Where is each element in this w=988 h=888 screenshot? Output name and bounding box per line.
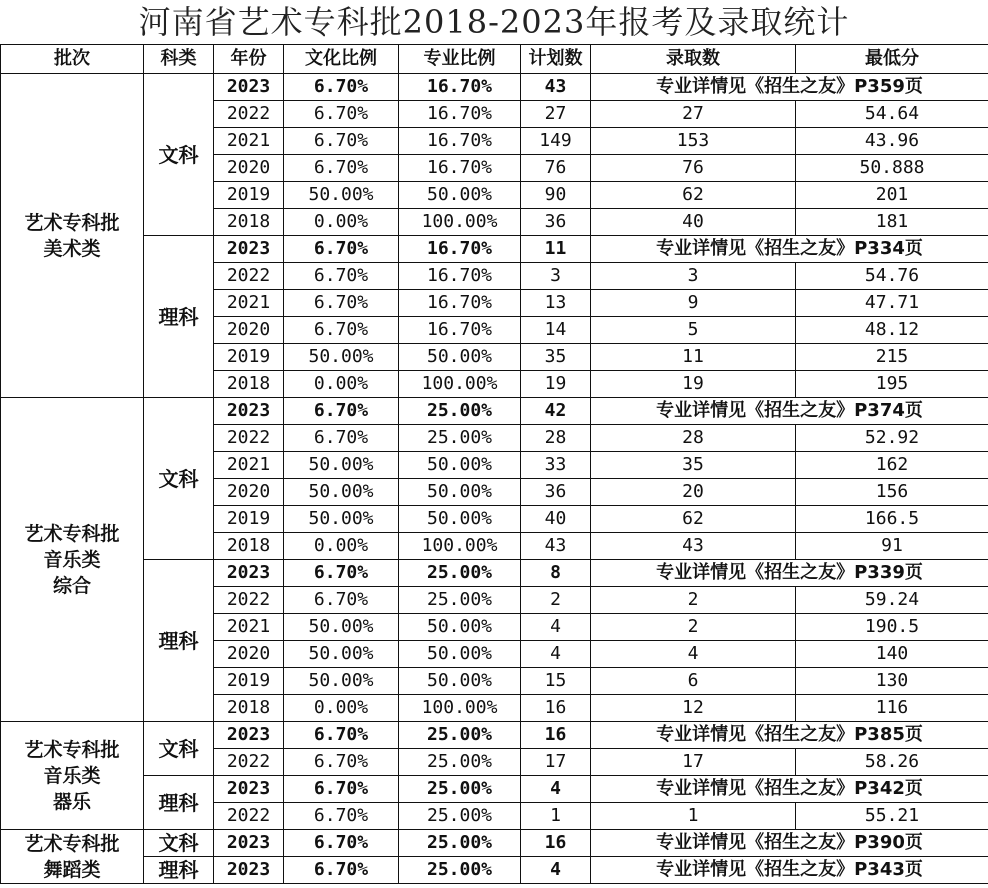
culture-ratio-cell: 0.00% — [284, 533, 399, 560]
year-cell: 2020 — [214, 317, 284, 344]
admitted-cell: 2 — [591, 614, 796, 641]
culture-ratio-cell: 6.70% — [284, 101, 399, 128]
plan-cell: 35 — [521, 344, 591, 371]
subject-cell: 理科 — [144, 776, 214, 830]
plan-cell: 15 — [521, 668, 591, 695]
plan-cell: 11 — [521, 236, 591, 263]
min-score-cell: 162 — [796, 452, 988, 479]
plan-cell: 28 — [521, 425, 591, 452]
major-ratio-cell: 25.00% — [399, 722, 521, 749]
plan-cell: 36 — [521, 209, 591, 236]
plan-cell: 4 — [521, 641, 591, 668]
major-ratio-cell: 100.00% — [399, 371, 521, 398]
subject-cell: 理科 — [144, 857, 214, 884]
admission-table — [0, 44, 988, 884]
subject-cell: 文科 — [144, 74, 214, 236]
major-ratio-cell: 16.70% — [399, 290, 521, 317]
year-cell: 2022 — [214, 803, 284, 830]
culture-ratio-cell: 50.00% — [284, 614, 399, 641]
batch-label-line: 艺术专科批 — [24, 522, 120, 545]
major-ratio-cell: 100.00% — [399, 695, 521, 722]
culture-ratio-cell: 50.00% — [284, 344, 399, 371]
plan-cell: 40 — [521, 506, 591, 533]
plan-cell: 149 — [521, 128, 591, 155]
plan-cell: 17 — [521, 749, 591, 776]
min-score-cell: 50.888 — [796, 155, 988, 182]
batch-cell — [1, 830, 144, 884]
min-score-cell: 201 — [796, 182, 988, 209]
subject-cell: 理科 — [144, 560, 214, 722]
plan-cell: 27 — [521, 101, 591, 128]
min-score-cell: 190.5 — [796, 614, 988, 641]
batch-label-line: 艺术专科批 — [24, 832, 120, 855]
major-ratio-cell: 50.00% — [399, 614, 521, 641]
culture-ratio-cell: 6.70% — [284, 857, 399, 884]
subject-cell: 文科 — [144, 722, 214, 776]
min-score-cell: 47.71 — [796, 290, 988, 317]
header-year: 年份 — [214, 45, 284, 74]
year-cell: 2022 — [214, 425, 284, 452]
culture-ratio-cell: 6.70% — [284, 263, 399, 290]
year-cell: 2019 — [214, 344, 284, 371]
culture-ratio-cell: 6.70% — [284, 803, 399, 830]
table-row — [1, 857, 988, 884]
plan-cell: 76 — [521, 155, 591, 182]
plan-cell: 16 — [521, 830, 591, 857]
subject-cell: 文科 — [144, 830, 214, 857]
detail-note-cell: 专业详情见《招生之友》P359页 — [591, 74, 988, 101]
culture-ratio-cell: 6.70% — [284, 425, 399, 452]
year-cell: 2023 — [214, 398, 284, 425]
year-cell: 2020 — [214, 479, 284, 506]
plan-cell: 16 — [521, 695, 591, 722]
table-row — [1, 776, 988, 803]
year-cell: 2022 — [214, 263, 284, 290]
major-ratio-cell: 50.00% — [399, 641, 521, 668]
major-ratio-cell: 100.00% — [399, 209, 521, 236]
year-cell: 2021 — [214, 452, 284, 479]
detail-note-cell: 专业详情见《招生之友》P342页 — [591, 776, 988, 803]
year-cell: 2018 — [214, 209, 284, 236]
min-score-cell: 156 — [796, 479, 988, 506]
admitted-cell: 35 — [591, 452, 796, 479]
table-row — [1, 236, 988, 263]
major-ratio-cell: 100.00% — [399, 533, 521, 560]
culture-ratio-cell: 0.00% — [284, 209, 399, 236]
culture-ratio-cell: 50.00% — [284, 668, 399, 695]
admitted-cell: 40 — [591, 209, 796, 236]
min-score-cell: 91 — [796, 533, 988, 560]
major-ratio-cell: 16.70% — [399, 317, 521, 344]
culture-ratio-cell: 6.70% — [284, 128, 399, 155]
plan-cell: 3 — [521, 263, 591, 290]
batch-label-line: 艺术专科批 — [24, 738, 120, 761]
detail-note-cell: 专业详情见《招生之友》P390页 — [591, 830, 988, 857]
admitted-cell: 3 — [591, 263, 796, 290]
batch-cell — [1, 722, 144, 830]
culture-ratio-cell: 6.70% — [284, 830, 399, 857]
year-cell: 2020 — [214, 155, 284, 182]
year-cell: 2019 — [214, 506, 284, 533]
admitted-cell: 62 — [591, 506, 796, 533]
culture-ratio-cell: 50.00% — [284, 506, 399, 533]
year-cell: 2018 — [214, 371, 284, 398]
admitted-cell: 19 — [591, 371, 796, 398]
year-cell: 2022 — [214, 101, 284, 128]
min-score-cell: 181 — [796, 209, 988, 236]
admitted-cell: 28 — [591, 425, 796, 452]
min-score-cell: 116 — [796, 695, 988, 722]
year-cell: 2023 — [214, 776, 284, 803]
year-cell: 2023 — [214, 857, 284, 884]
plan-cell: 4 — [521, 614, 591, 641]
culture-ratio-cell: 50.00% — [284, 452, 399, 479]
year-cell: 2021 — [214, 614, 284, 641]
year-cell: 2021 — [214, 290, 284, 317]
plan-cell: 36 — [521, 479, 591, 506]
plan-cell: 14 — [521, 317, 591, 344]
admitted-cell: 20 — [591, 479, 796, 506]
min-score-cell: 166.5 — [796, 506, 988, 533]
culture-ratio-cell: 6.70% — [284, 317, 399, 344]
culture-ratio-cell: 6.70% — [284, 722, 399, 749]
year-cell: 2023 — [214, 830, 284, 857]
year-cell: 2021 — [214, 128, 284, 155]
major-ratio-cell: 25.00% — [399, 398, 521, 425]
header-admitted: 录取数 — [591, 45, 796, 74]
major-ratio-cell: 25.00% — [399, 560, 521, 587]
batch-label-line: 舞蹈类 — [43, 858, 101, 881]
major-ratio-cell: 16.70% — [399, 155, 521, 182]
culture-ratio-cell: 6.70% — [284, 398, 399, 425]
year-cell: 2019 — [214, 182, 284, 209]
major-ratio-cell: 16.70% — [399, 101, 521, 128]
major-ratio-cell: 50.00% — [399, 452, 521, 479]
admitted-cell: 27 — [591, 101, 796, 128]
table-row — [1, 74, 988, 101]
min-score-cell: 54.76 — [796, 263, 988, 290]
major-ratio-cell: 25.00% — [399, 776, 521, 803]
admitted-cell: 43 — [591, 533, 796, 560]
detail-note-cell: 专业详情见《招生之友》P385页 — [591, 722, 988, 749]
admitted-cell: 5 — [591, 317, 796, 344]
batch-label-line: 器乐 — [52, 790, 91, 813]
culture-ratio-cell: 6.70% — [284, 587, 399, 614]
year-cell: 2023 — [214, 236, 284, 263]
plan-cell: 4 — [521, 776, 591, 803]
subject-cell: 文科 — [144, 398, 214, 560]
detail-note-cell: 专业详情见《招生之友》P339页 — [591, 560, 988, 587]
plan-cell: 33 — [521, 452, 591, 479]
batch-cell — [1, 74, 144, 398]
min-score-cell: 43.96 — [796, 128, 988, 155]
min-score-cell: 195 — [796, 371, 988, 398]
admitted-cell: 76 — [591, 155, 796, 182]
major-ratio-cell: 25.00% — [399, 425, 521, 452]
admitted-cell: 62 — [591, 182, 796, 209]
detail-note-cell: 专业详情见《招生之友》P334页 — [591, 236, 988, 263]
batch-label-line: 音乐类 — [43, 548, 101, 571]
header-min-score: 最低分 — [796, 45, 988, 74]
year-cell: 2019 — [214, 668, 284, 695]
min-score-cell: 59.24 — [796, 587, 988, 614]
admitted-cell: 153 — [591, 128, 796, 155]
plan-cell: 8 — [521, 560, 591, 587]
major-ratio-cell: 25.00% — [399, 749, 521, 776]
plan-cell: 90 — [521, 182, 591, 209]
culture-ratio-cell: 6.70% — [284, 236, 399, 263]
major-ratio-cell: 25.00% — [399, 830, 521, 857]
major-ratio-cell: 25.00% — [399, 803, 521, 830]
min-score-cell: 55.21 — [796, 803, 988, 830]
min-score-cell: 54.64 — [796, 101, 988, 128]
major-ratio-cell: 50.00% — [399, 668, 521, 695]
table-row — [1, 722, 988, 749]
min-score-cell: 140 — [796, 641, 988, 668]
batch-label-line: 音乐类 — [43, 764, 101, 787]
table-row — [1, 398, 988, 425]
batch-label-line: 综合 — [52, 574, 91, 597]
culture-ratio-cell: 6.70% — [284, 74, 399, 101]
subject-cell: 理科 — [144, 236, 214, 398]
header-plan: 计划数 — [521, 45, 591, 74]
min-score-cell: 52.92 — [796, 425, 988, 452]
admitted-cell: 9 — [591, 290, 796, 317]
batch-cell — [1, 398, 144, 722]
year-cell: 2022 — [214, 749, 284, 776]
page-title: 河南省艺术专科批2018-2023年报考及录取统计 — [138, 3, 850, 41]
year-cell: 2020 — [214, 641, 284, 668]
admitted-cell: 11 — [591, 344, 796, 371]
major-ratio-cell: 16.70% — [399, 128, 521, 155]
culture-ratio-cell: 50.00% — [284, 182, 399, 209]
major-ratio-cell: 16.70% — [399, 74, 521, 101]
plan-cell: 2 — [521, 587, 591, 614]
admitted-cell: 4 — [591, 641, 796, 668]
year-cell: 2023 — [214, 560, 284, 587]
culture-ratio-cell: 6.70% — [284, 749, 399, 776]
plan-cell: 13 — [521, 290, 591, 317]
major-ratio-cell: 16.70% — [399, 263, 521, 290]
year-cell: 2023 — [214, 74, 284, 101]
culture-ratio-cell: 0.00% — [284, 695, 399, 722]
min-score-cell: 58.26 — [796, 749, 988, 776]
table-body — [1, 74, 988, 884]
table-row — [1, 560, 988, 587]
admitted-cell: 12 — [591, 695, 796, 722]
header-row — [1, 45, 988, 74]
year-cell: 2018 — [214, 533, 284, 560]
min-score-cell: 215 — [796, 344, 988, 371]
batch-label-line: 美术类 — [43, 237, 101, 260]
min-score-cell: 130 — [796, 668, 988, 695]
plan-cell: 43 — [521, 74, 591, 101]
detail-note-cell: 专业详情见《招生之友》P374页 — [591, 398, 988, 425]
plan-cell: 16 — [521, 722, 591, 749]
major-ratio-cell: 50.00% — [399, 479, 521, 506]
major-ratio-cell: 25.00% — [399, 587, 521, 614]
major-ratio-cell: 25.00% — [399, 857, 521, 884]
culture-ratio-cell: 50.00% — [284, 641, 399, 668]
major-ratio-cell: 50.00% — [399, 506, 521, 533]
major-ratio-cell: 16.70% — [399, 236, 521, 263]
batch-label-line: 艺术专科批 — [24, 211, 120, 234]
header-culture-ratio: 文化比例 — [284, 45, 399, 74]
admitted-cell: 2 — [591, 587, 796, 614]
culture-ratio-cell: 6.70% — [284, 290, 399, 317]
plan-cell: 42 — [521, 398, 591, 425]
table-row — [1, 830, 988, 857]
culture-ratio-cell: 6.70% — [284, 155, 399, 182]
major-ratio-cell: 50.00% — [399, 344, 521, 371]
plan-cell: 4 — [521, 857, 591, 884]
plan-cell: 19 — [521, 371, 591, 398]
plan-cell: 43 — [521, 533, 591, 560]
admitted-cell: 1 — [591, 803, 796, 830]
major-ratio-cell: 50.00% — [399, 182, 521, 209]
year-cell: 2018 — [214, 695, 284, 722]
detail-note-cell: 专业详情见《招生之友》P343页 — [591, 857, 988, 884]
admitted-cell: 17 — [591, 749, 796, 776]
header-subject: 科类 — [144, 45, 214, 74]
admitted-cell: 6 — [591, 668, 796, 695]
header-major-ratio: 专业比例 — [399, 45, 521, 74]
year-cell: 2023 — [214, 722, 284, 749]
year-cell: 2022 — [214, 587, 284, 614]
culture-ratio-cell: 50.00% — [284, 479, 399, 506]
plan-cell: 1 — [521, 803, 591, 830]
header-batch: 批次 — [1, 45, 144, 74]
min-score-cell: 48.12 — [796, 317, 988, 344]
culture-ratio-cell: 0.00% — [284, 371, 399, 398]
culture-ratio-cell: 6.70% — [284, 560, 399, 587]
culture-ratio-cell: 6.70% — [284, 776, 399, 803]
